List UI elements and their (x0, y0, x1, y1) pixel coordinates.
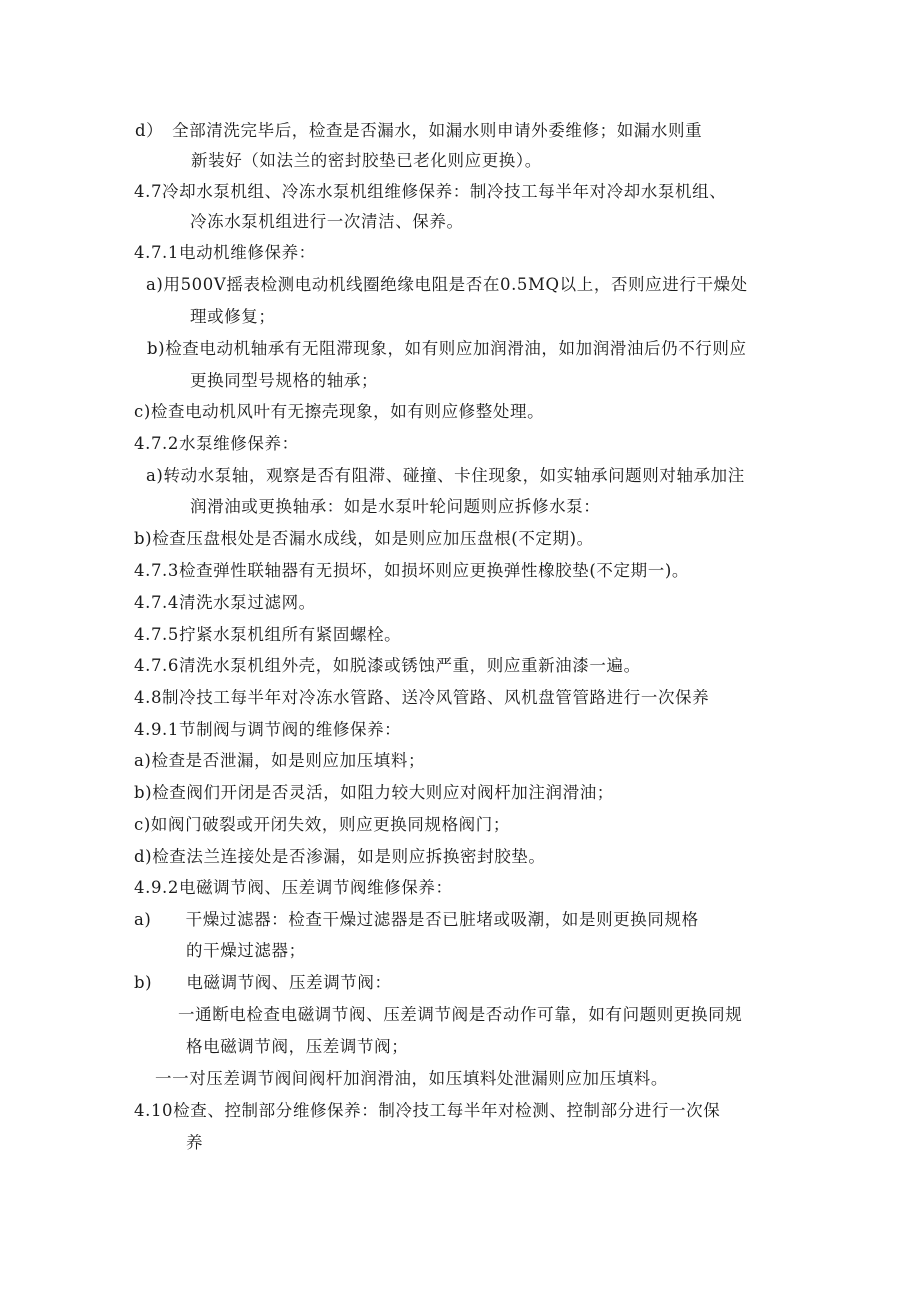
text-line: a)转动水泵轴，观察是否有阻滞、碰撞、卡住现象，如实轴承问题则对轴承加注 (146, 466, 745, 485)
text-line: 格电磁调节阀，压差调节阀； (186, 1037, 409, 1056)
text-line: 理或修复； (190, 307, 276, 326)
text-line: 4.7.1电动机维修保养： (134, 243, 316, 262)
text-line: 一通断电检查电磁调节阀、压差调节阀是否动作可靠，如有问题则更换同规 (178, 1005, 743, 1024)
text-line: c)如阀门破裂或开闭失效，则应更换同规格阀门； (134, 815, 510, 834)
text-line: 4.7冷却水泵机组、冷冻水泵机组维修保养：制冷技工每半年对冷却水泵机组、 (134, 182, 727, 201)
text-line: a)检查是否泄漏，如是则应加压填料； (134, 751, 426, 770)
text-line: c)检查电动机风叶有无擦壳现象，如有则应修整处理。 (134, 402, 545, 421)
text-line: 4.7.2水泵维修保养： (134, 434, 299, 453)
text-line: 4.7.6清洗水泵机组外壳，如脱漆或锈蚀严重，则应重新油漆一遍。 (134, 656, 641, 675)
text-line: 冷冻水泵机组进行一次清洁、保养。 (190, 212, 464, 231)
text-line: 4.9.2电磁调节阀、压差调节阀维修保养： (134, 878, 453, 897)
text-line: b)检查阀们开闭是否灵活，如阻力较大则应对阀杆加注润滑油； (134, 783, 614, 802)
text-line: 一一对压差调节阀间阀杆加润滑油，如压填料处泄漏则应加压填料。 (155, 1069, 668, 1088)
text-line: 4.9.1节制阀与调节阀的维修保养： (134, 720, 402, 739)
text-line: b) 电磁调节阀、压差调节阀： (134, 973, 392, 992)
text-line: 4.7.4清洗水泵过滤网。 (134, 593, 316, 612)
text-line: 的干燥过滤器； (186, 941, 306, 960)
text-line: 4.8制冷技工每半年对冷冻水管路、送冷风管路、风机盘管管路进行一次保养 (134, 688, 710, 707)
text-line: a) 干燥过滤器：检查干燥过滤器是否已脏堵或吸潮，如是则更换同规格 (134, 910, 699, 929)
text-line: 新装好（如法兰的密封胶垫已老化则应更换）。 (191, 151, 542, 170)
text-line: 润滑油或更换轴承：如是水泵叶轮问题则应拆修水泵： (190, 497, 601, 516)
text-line: d） 全部清洗完毕后，检查是否漏水，如漏水则申请外委维修；如漏水则重 (135, 121, 703, 140)
text-line: 4.7.5拧紧水泵机组所有紧固螺栓。 (134, 625, 402, 644)
text-line: 更换同型号规格的轴承； (190, 371, 379, 390)
text-line: 4.10检查、控制部分维修保养：制冷技工每半年对检测、控制部分进行一次保 (134, 1101, 721, 1120)
text-line: b)检查压盘根处是否漏水成线，如是则应加压盘根(不定期)。 (134, 529, 594, 548)
text-line: b)检查电动机轴承有无阻滞现象，如有则应加润滑油，如加润滑油后仍不行则应 (147, 339, 747, 358)
text-line: a)用500V摇表检测电动机线圈绝缘电阻是否在0.5MQ以上，否则应进行干燥处 (146, 275, 748, 294)
text-line: 4.7.3检查弹性联轴器有无损坏，如损坏则应更换弹性橡胶垫(不定期一)。 (134, 561, 689, 580)
text-line: d)检查法兰连接处是否渗漏，如是则应拆换密封胶垫。 (134, 847, 546, 866)
text-line: 养 (186, 1133, 204, 1152)
